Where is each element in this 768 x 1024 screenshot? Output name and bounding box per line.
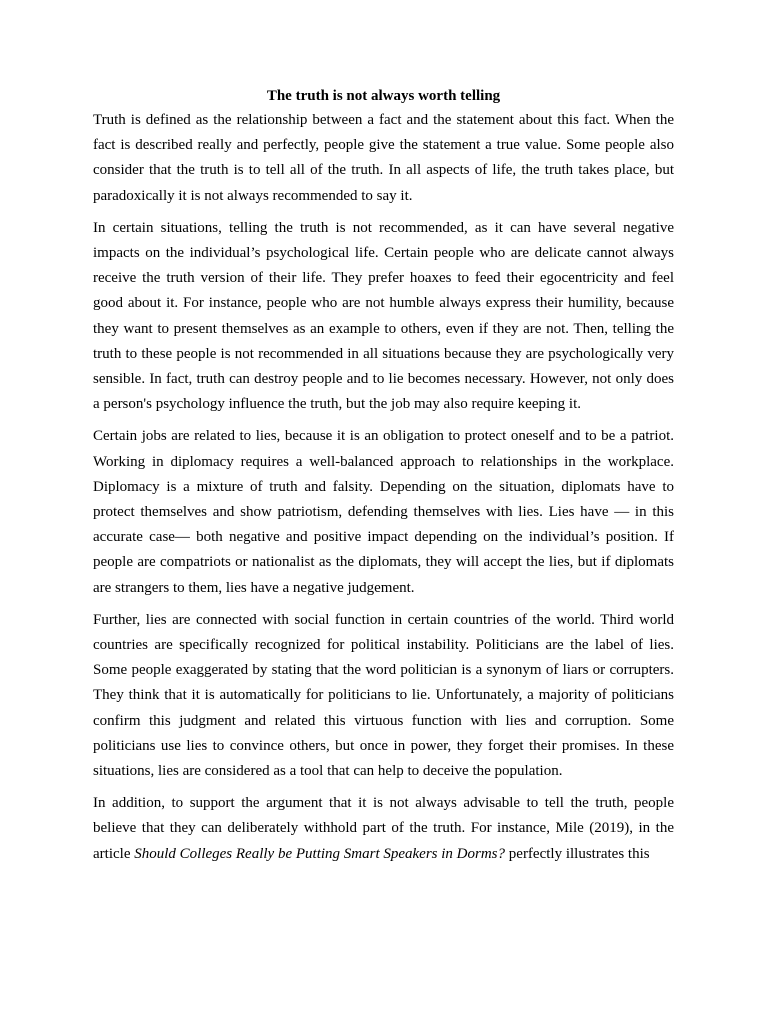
paragraph: Truth is defined as the relationship between a fact and the statement about this fact. When the fact is described really and perfectly, people give the statement a true value. Some people also consider that the truth is to tell all of the truth. In all aspects of life, the truth takes place, but paradoxically it is not always recommended to say it. xyxy=(93,112,674,204)
document-title: The truth is not always worth telling xyxy=(266,88,501,104)
paragraph: In certain situations, telling the truth is not recommended, as it can have several negative impacts on the individual’s psychological life. Certain people who are delicate cannot always receive the truth version of their life. They prefer hoaxes to feed their egocentricity and feel good about it. For instance, people who are not humble always express their humility, because they want to present themselves as an example to others, even if they are not. Then, telling the truth to these people is not recommended in all situations because they are psychologically very sensible. In fact, truth can destroy people and to lie becomes necessary. However, not only does a person's psychology influence the truth, but the job may also require keeping it. xyxy=(93,219,674,413)
article-title: Should Colleges Really be Putting Smart Speakers in Dorms? xyxy=(134,845,506,862)
document-page xyxy=(93,86,674,867)
paragraph: Further, lies are connected with social function in certain countries of the world. Third world countries are specifically recognized for political instability. Politicians are the label of lies. Some people exaggerated by stating that the word politician is a synonym of liars or corrupters. They think that it is automatically for politicians to lie. Unfortunately, a majority of politicians confirm this judgment and related this virtuous function with lies and corruption. Some politicians use lies to convince others, but once in power, they forget their promises. In these situations, lies are considered as a tool that can help to deceive the population. xyxy=(93,611,674,780)
paragraph-text: perfectly illustrates this xyxy=(505,845,650,862)
paragraph: Certain jobs are related to lies, because it is an obligation to protect oneself and to be a patriot. Working in diplomacy requires a well-balanced approach to relationships in the workplace. Diplomacy is a mixture of truth and falsity. Depending on the situation, diplomats have to protect themselves and show patriotism, defending themselves with lies. Lies have — in this accurate case— both negative and positive impact depending on the individual’s position. If people are compatriots or nationalist as the diplomats, they will accept the lies, but if diplomats are strangers to them, lies have a negative judgement. xyxy=(93,428,674,596)
paragraph-text: In addition, to support the argument that it is not always advisable to tell the truth, people believe that they can deliberately withhold part of the truth. For instance, Mile (2019), in the article xyxy=(93,795,674,862)
paragraph xyxy=(93,791,674,867)
